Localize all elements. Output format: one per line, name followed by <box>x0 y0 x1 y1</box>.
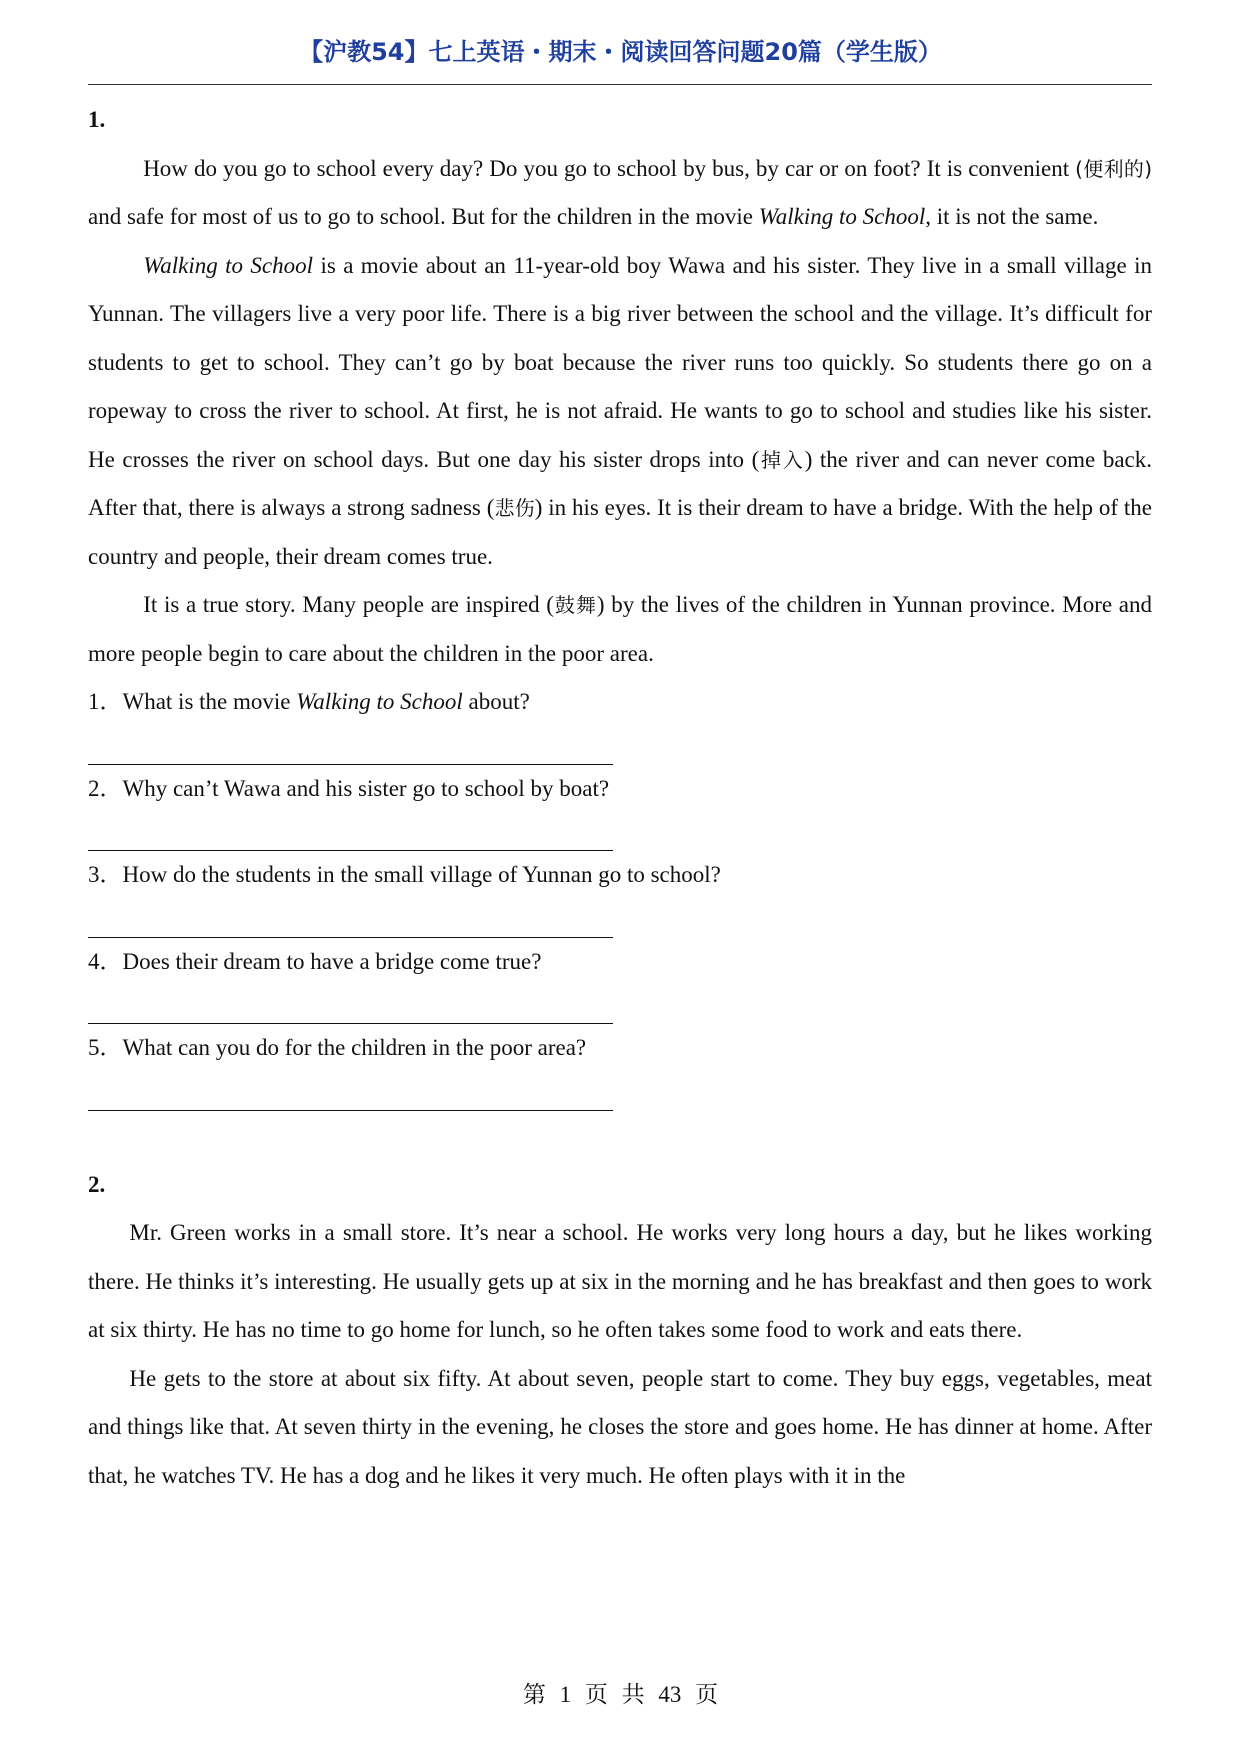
section-2-number: 2. <box>88 1171 106 1197</box>
document-content <box>88 96 1152 1500</box>
header-divider <box>88 84 1152 85</box>
section-1-paragraph-2: Walking to School is a movie about an 11-year-old boy Wawa and his sister. They live in a small village in Yunnan. The villagers live a very poor life. There is a big river between the school and the village. It’s difficult for students to get to school. They can’t go by boat because the river runs too quickly. So students there go on a ropeway to cross the river to school. At first, he is not afraid. He wants to go to school and studies like his sister. He crosses the river on school days. But one day his sister drops into (掉入) the river and can never come back. After that, there is always a strong sadness (悲伤) in his eyes. It is their dream to have a bridge. With the help of the country and people, their dream comes true. <box>88 252 1153 569</box>
section-2-paragraph-2: He gets to the store at about six fifty. At about seven, people start to come. They buy eggs, vegetables, meat and things like that. At seven thirty in the evening, he closes the store and goes home. He has dinner at home. After that, he watches TV. He has a dog and he likes it very much. He often plays with it in the <box>88 1365 1152 1488</box>
question-1: 1．What is the movie Walking to School about? <box>88 689 530 714</box>
question-2: 2．Why can’t Wawa and his sister go to school by boat? <box>88 775 610 801</box>
question-3: 3．How do the students in the small village of Yunnan go to school? <box>88 862 721 887</box>
question-4: 4．Does their dream to have a bridge come true? <box>88 948 542 974</box>
section-1-number: 1. <box>88 107 106 132</box>
section-1-paragraph-3: It is a true story. Many people are inspired (鼓舞) by the lives of the children in Yunnan province. More and more people begin to care about the children in the poor area. <box>88 592 1152 666</box>
section-gap <box>88 1111 1152 1161</box>
page-header-title: 【沪教54】七上英语・期末・阅读回答问题20篇（学生版） <box>299 38 942 66</box>
question-5: 5．What can you do for the children in the poor area? <box>88 1035 587 1060</box>
section-1-paragraph-1: How do you go to school every day? Do you go to school by bus, by car or on foot? It is convenient (便利的) and safe for most of us to go to school. But for the children in the movie Walking to School, it is not the same. <box>88 155 1152 229</box>
section-2-paragraph-1: Mr. Green works in a small store. It’s near a school. He works very long hours a day, but he likes working there. He thinks it’s interesting. He usually gets up at six in the morning and he has breakfast and then goes to work at six thirty. He has no time to go home for lunch, so he often takes some food to work and eats there. <box>88 1220 1152 1342</box>
page-number-footer: 第 1 页 共 43 页 <box>522 1682 719 1707</box>
